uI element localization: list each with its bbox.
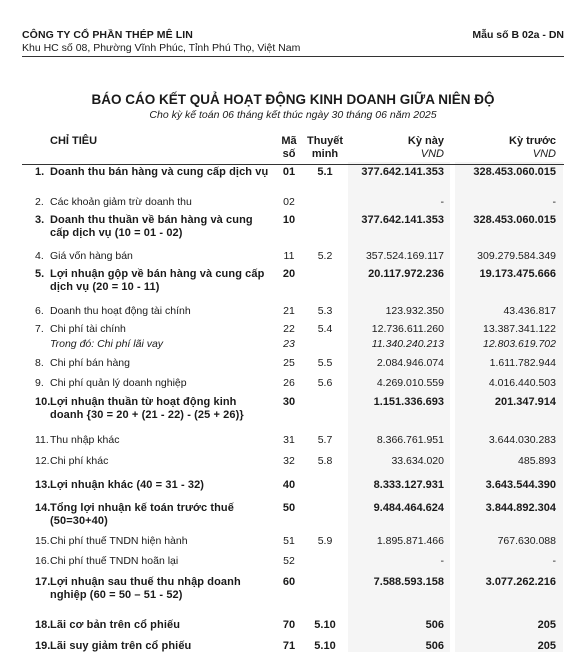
row-note: 5.6 [317, 377, 333, 389]
column-header-item: CHỈ TIÊU [50, 135, 98, 147]
row-code: 70 [282, 619, 296, 631]
row-previous-value: 3.643.544.390 [485, 479, 556, 491]
row-label: Chi phí khác [50, 455, 109, 467]
row-code: 40 [282, 479, 296, 491]
row-previous-value: 13.387.341.122 [483, 323, 556, 335]
row-number: 18. [35, 619, 51, 631]
column-header-previous: Kỳ trước VND [509, 135, 556, 160]
row-code: 11 [283, 250, 295, 262]
row-number: 13. [35, 479, 51, 491]
row-number: 3. [35, 214, 45, 226]
row-number: 14. [35, 502, 51, 514]
row-previous-value: - [552, 196, 556, 208]
header-divider [22, 56, 564, 57]
row-number: 4. [35, 250, 44, 262]
row-label: Doanh thu thuần về bán hàng và cung cấp dịch vụ (10 = 01 - 02) [50, 214, 253, 239]
row-previous-value: 3.644.030.283 [488, 434, 556, 446]
row-note: 5.7 [317, 434, 333, 446]
row-note: 5.10 [314, 640, 336, 652]
row-note: 5.10 [314, 619, 336, 631]
row-current-value: 377.642.141.353 [361, 214, 444, 226]
row-number: 2. [35, 196, 44, 208]
row-current-value: 506 [425, 619, 444, 631]
row-code: 52 [283, 555, 295, 567]
row-number: 5. [35, 268, 45, 280]
row-code: 01 [282, 166, 296, 178]
row-previous-value: 205 [537, 619, 556, 631]
row-code: 32 [283, 455, 295, 467]
row-previous-value: 12.803.619.702 [483, 338, 556, 350]
row-label: Lợi nhuận thuần từ hoạt động kinh doanh {30 = 20 + (21 - 22) - (25 + 26)} [50, 396, 244, 421]
row-current-value: - [440, 196, 444, 208]
row-code: 31 [283, 434, 295, 446]
row-label: Tổng lợi nhuận kế toán trước thuế (50=30+40) [50, 502, 234, 527]
row-current-value: 12.736.611.260 [371, 323, 444, 335]
row-current-value: 123.932.350 [385, 305, 444, 317]
row-number: 15. [35, 535, 50, 547]
row-previous-value: 328.453.060.015 [473, 214, 556, 226]
row-previous-value: 1.611.782.944 [489, 357, 556, 369]
row-number: 16. [35, 555, 50, 567]
report-title: BÁO CÁO KẾT QUẢ HOẠT ĐỘNG KINH DOANH GIỮA NIÊN ĐỘ [91, 92, 495, 107]
row-number: 6. [35, 305, 44, 317]
row-note: 5.2 [317, 250, 333, 262]
row-code: 10 [282, 214, 296, 226]
row-label: Chi phí tài chính [50, 323, 126, 335]
row-label: Chi phí quản lý doanh nghiệp [50, 377, 187, 389]
row-current-value: 506 [425, 640, 444, 652]
row-label: Doanh thu hoạt động tài chính [50, 305, 191, 317]
row-code: 30 [282, 396, 296, 408]
row-previous-value: 43.436.817 [503, 305, 556, 317]
row-note: 5.1 [317, 166, 333, 178]
row-number: 1. [35, 166, 45, 178]
row-previous-value: - [552, 555, 556, 567]
row-previous-value: 3.844.892.304 [485, 502, 556, 514]
row-label: Lợi nhuận gộp về bán hàng và cung cấp dịch vụ (20 = 10 - 11) [50, 268, 265, 293]
row-previous-value: 485.893 [518, 455, 556, 467]
form-number: Mẫu số B 02a - DN [472, 29, 564, 41]
row-note: 5.8 [317, 455, 333, 467]
row-number: 8. [35, 357, 44, 369]
row-number: 19. [35, 640, 51, 652]
row-previous-value: 328.453.060.015 [473, 166, 556, 178]
row-label: Chi phí bán hàng [50, 357, 130, 369]
row-note: 5.4 [317, 323, 333, 335]
row-current-value: 1.895.871.466 [376, 535, 444, 547]
row-label: Doanh thu bán hàng và cung cấp dịch vụ [50, 166, 269, 178]
column-header-code: Mã số [281, 135, 297, 160]
row-current-value: 9.484.464.624 [373, 502, 444, 514]
row-current-value: 2.084.946.074 [376, 357, 444, 369]
row-current-value: - [440, 555, 444, 567]
row-code: 23 [283, 338, 295, 350]
row-current-value: 1.151.336.693 [373, 396, 444, 408]
row-code: 26 [283, 377, 295, 389]
row-label: Giá vốn hàng bán [50, 250, 133, 262]
row-label: Trong đó: Chi phí lãi vay [50, 338, 164, 350]
row-current-value: 357.524.169.117 [365, 250, 444, 262]
row-label: Lợi nhuận khác (40 = 31 - 32) [50, 479, 205, 491]
row-number: 17. [35, 576, 51, 588]
row-note: 5.3 [317, 305, 333, 317]
row-label: Chi phí thuế TNDN hiện hành [50, 535, 188, 547]
row-current-value: 33.634.020 [391, 455, 444, 467]
row-previous-value: 767.630.088 [497, 535, 556, 547]
row-number: 7. [35, 323, 44, 335]
row-code: 60 [282, 576, 296, 588]
row-current-value: 7.588.593.158 [373, 576, 444, 588]
row-number: 12. [35, 455, 50, 467]
row-previous-value: 309.279.584.349 [477, 250, 556, 262]
row-label: Lợi nhuận sau thuế thu nhập doanh nghiệp (60 = 50 – 51 - 52) [50, 576, 241, 601]
row-current-value: 8.366.761.951 [376, 434, 444, 446]
row-label: Thu nhập khác [50, 434, 120, 446]
row-previous-value: 3.077.262.216 [485, 576, 556, 588]
column-header-rule [22, 164, 564, 165]
row-current-value: 11.340.240.213 [371, 338, 444, 350]
row-previous-value: 205 [537, 640, 556, 652]
row-code: 21 [283, 305, 295, 317]
row-label: Lãi cơ bản trên cổ phiếu [50, 619, 181, 631]
row-number: 10. [35, 396, 51, 408]
row-number: 9. [35, 377, 44, 389]
row-number: 11. [35, 434, 49, 446]
company-name: CÔNG TY CỔ PHẦN THÉP MÊ LIN [22, 29, 193, 41]
row-note: 5.9 [317, 535, 333, 547]
row-code: 25 [283, 357, 295, 369]
row-code: 50 [282, 502, 296, 514]
row-previous-value: 4.016.440.503 [488, 377, 556, 389]
row-current-value: 377.642.141.353 [361, 166, 444, 178]
row-current-value: 4.269.010.559 [376, 377, 444, 389]
row-label: Lãi suy giảm trên cổ phiếu [50, 640, 192, 652]
row-current-value: 20.117.972.236 [368, 268, 444, 280]
company-address: Khu HC số 08, Phường Vĩnh Phúc, Tỉnh Phú Thọ, Việt Nam [22, 42, 301, 54]
row-code: 22 [283, 323, 295, 335]
report-subtitle: Cho kỳ kế toán 06 tháng kết thúc ngày 30 tháng 06 năm 2025 [149, 109, 437, 121]
row-previous-value: 19.173.475.666 [479, 268, 556, 280]
row-current-value: 8.333.127.931 [373, 479, 444, 491]
row-code: 51 [283, 535, 295, 547]
column-header-current: Kỳ này VND [407, 135, 444, 160]
column-header-note: Thuyết minh [306, 135, 344, 160]
row-code: 71 [282, 640, 296, 652]
row-label: Chi phí thuế TNDN hoãn lại [50, 555, 179, 567]
row-previous-value: 201.347.914 [494, 396, 556, 408]
row-label: Các khoản giảm trừ doanh thu [50, 196, 192, 208]
row-code: 20 [282, 268, 296, 280]
row-code: 02 [283, 196, 295, 208]
row-note: 5.5 [317, 357, 333, 369]
